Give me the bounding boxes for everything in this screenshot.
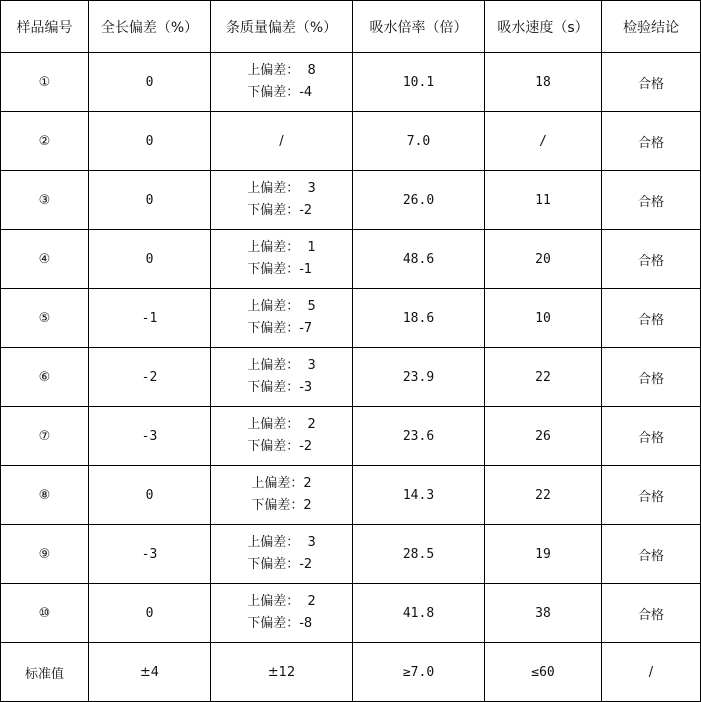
upper-deviation: 上偏差： 1 xyxy=(247,240,316,255)
mass-deviation-range xyxy=(247,237,316,281)
mass-deviation-range xyxy=(247,60,316,104)
lower-deviation: 下偏差：-8 xyxy=(247,616,313,631)
absorption-speed-cell: 18 xyxy=(485,53,602,112)
sample-id-cell: ① xyxy=(1,53,89,112)
mass-deviation-cell xyxy=(211,112,353,171)
upper-deviation: 上偏差： 2 xyxy=(247,417,316,432)
conclusion-cell: 合格 xyxy=(602,407,701,466)
upper-deviation: 上偏差： 3 xyxy=(247,535,316,550)
mass-deviation-range xyxy=(247,178,316,222)
table-row xyxy=(1,525,701,584)
sample-id-cell: ⑨ xyxy=(1,525,89,584)
absorption-speed-cell: / xyxy=(485,112,602,171)
header-row xyxy=(1,1,701,53)
absorption-ratio-cell: 28.5 xyxy=(353,525,485,584)
table-footer xyxy=(1,643,701,702)
header-sample-id: 样品编号 xyxy=(1,1,89,53)
upper-deviation: 上偏差： 2 xyxy=(247,594,316,609)
lower-deviation: 下偏差：2 xyxy=(251,498,312,513)
conclusion-cell: 合格 xyxy=(602,348,701,407)
header-absorption-speed: 吸水速度（s） xyxy=(485,1,602,53)
table-row xyxy=(1,348,701,407)
absorption-speed-cell: 11 xyxy=(485,171,602,230)
header-mass-deviation: 条质量偏差（%） xyxy=(211,1,353,53)
absorption-ratio-cell: 10.1 xyxy=(353,53,485,112)
table-row xyxy=(1,230,701,289)
lower-deviation: 下偏差：-4 xyxy=(247,85,313,100)
absorption-speed-cell: 38 xyxy=(485,584,602,643)
standard-absorption-speed: ≤60 xyxy=(485,643,602,702)
standard-label: 标准值 xyxy=(1,643,89,702)
standard-conclusion: / xyxy=(602,643,701,702)
mass-deviation-cell xyxy=(211,407,353,466)
sample-id-cell: ⑤ xyxy=(1,289,89,348)
sample-id-cell: ⑩ xyxy=(1,584,89,643)
mass-deviation-cell xyxy=(211,584,353,643)
mass-deviation-cell xyxy=(211,230,353,289)
mass-deviation-range xyxy=(251,473,311,517)
lower-deviation: 下偏差：-7 xyxy=(247,321,313,336)
absorption-speed-cell: 22 xyxy=(485,466,602,525)
sample-id-cell: ② xyxy=(1,112,89,171)
absorption-ratio-cell: 14.3 xyxy=(353,466,485,525)
absorption-ratio-cell: 48.6 xyxy=(353,230,485,289)
table-row xyxy=(1,289,701,348)
upper-deviation: 上偏差： 8 xyxy=(247,63,316,78)
lower-deviation: 下偏差：-3 xyxy=(247,380,313,395)
conclusion-cell: 合格 xyxy=(602,466,701,525)
length-deviation-cell: 0 xyxy=(89,53,211,112)
absorption-speed-cell: 26 xyxy=(485,407,602,466)
absorption-ratio-cell: 23.9 xyxy=(353,348,485,407)
header-absorption-ratio: 吸水倍率（倍） xyxy=(353,1,485,53)
length-deviation-cell: -3 xyxy=(89,407,211,466)
length-deviation-cell: 0 xyxy=(89,230,211,289)
mass-deviation-cell xyxy=(211,289,353,348)
length-deviation-cell: 0 xyxy=(89,466,211,525)
mass-deviation-range xyxy=(247,532,316,576)
sample-id-cell: ④ xyxy=(1,230,89,289)
lower-deviation: 下偏差：-1 xyxy=(247,262,313,277)
conclusion-cell: 合格 xyxy=(602,289,701,348)
absorption-ratio-cell: 7.0 xyxy=(353,112,485,171)
table-row xyxy=(1,112,701,171)
length-deviation-cell: 0 xyxy=(89,584,211,643)
absorption-speed-cell: 10 xyxy=(485,289,602,348)
upper-deviation: 上偏差： 5 xyxy=(247,299,316,314)
table-body xyxy=(1,53,701,643)
absorption-ratio-cell: 23.6 xyxy=(353,407,485,466)
absorption-ratio-cell: 26.0 xyxy=(353,171,485,230)
table-row xyxy=(1,466,701,525)
sample-id-cell: ③ xyxy=(1,171,89,230)
length-deviation-cell: -2 xyxy=(89,348,211,407)
mass-deviation-cell xyxy=(211,53,353,112)
mass-deviation-value: / xyxy=(279,133,284,149)
table-row xyxy=(1,407,701,466)
length-deviation-cell: -3 xyxy=(89,525,211,584)
mass-deviation-range xyxy=(247,355,316,399)
absorption-speed-cell: 22 xyxy=(485,348,602,407)
conclusion-cell: 合格 xyxy=(602,525,701,584)
length-deviation-cell: 0 xyxy=(89,171,211,230)
mass-deviation-range xyxy=(247,591,316,635)
upper-deviation: 上偏差： 3 xyxy=(247,181,316,196)
length-deviation-cell: 0 xyxy=(89,112,211,171)
header-conclusion: 检验结论 xyxy=(602,1,701,53)
conclusion-cell: 合格 xyxy=(602,112,701,171)
absorption-ratio-cell: 18.6 xyxy=(353,289,485,348)
lower-deviation: 下偏差：-2 xyxy=(247,203,313,218)
mass-deviation-cell xyxy=(211,348,353,407)
mass-deviation-range xyxy=(247,296,316,340)
table-row xyxy=(1,584,701,643)
mass-deviation-cell xyxy=(211,171,353,230)
conclusion-cell: 合格 xyxy=(602,171,701,230)
upper-deviation: 上偏差： 3 xyxy=(247,358,316,373)
absorption-ratio-cell: 41.8 xyxy=(353,584,485,643)
table-row xyxy=(1,171,701,230)
lower-deviation: 下偏差：-2 xyxy=(247,557,313,572)
mass-deviation-cell xyxy=(211,466,353,525)
conclusion-cell: 合格 xyxy=(602,584,701,643)
conclusion-cell: 合格 xyxy=(602,230,701,289)
header-length-deviation: 全长偏差（%） xyxy=(89,1,211,53)
standard-row xyxy=(1,643,701,702)
mass-deviation-range xyxy=(247,414,316,458)
table-row xyxy=(1,53,701,112)
table-header xyxy=(1,1,701,53)
sample-id-cell: ⑧ xyxy=(1,466,89,525)
length-deviation-cell: -1 xyxy=(89,289,211,348)
sample-id-cell: ⑦ xyxy=(1,407,89,466)
standard-mass-deviation: ±12 xyxy=(211,643,353,702)
conclusion-cell: 合格 xyxy=(602,53,701,112)
mass-deviation-cell xyxy=(211,525,353,584)
standard-absorption-ratio: ≥7.0 xyxy=(353,643,485,702)
sample-id-cell: ⑥ xyxy=(1,348,89,407)
absorption-speed-cell: 19 xyxy=(485,525,602,584)
absorption-speed-cell: 20 xyxy=(485,230,602,289)
lower-deviation: 下偏差：-2 xyxy=(247,439,313,454)
upper-deviation: 上偏差：2 xyxy=(251,476,312,491)
standard-length-deviation: ±4 xyxy=(89,643,211,702)
